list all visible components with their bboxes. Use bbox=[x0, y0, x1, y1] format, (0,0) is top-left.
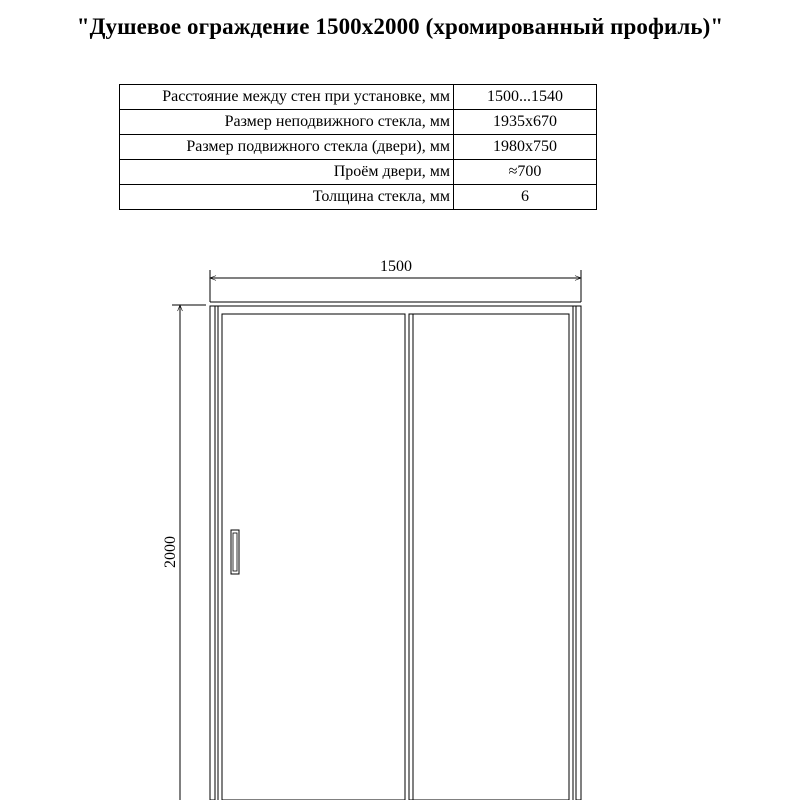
width-dimension bbox=[210, 258, 581, 302]
spec-value-fixed-glass: 1935х670 bbox=[454, 110, 597, 135]
enclosure-frame bbox=[210, 302, 581, 800]
spec-value-door-opening: ≈700 bbox=[454, 160, 597, 185]
spec-param-door-opening: Проём двери, мм bbox=[120, 160, 454, 185]
spec-param-movable-glass: Размер подвижного стекла (двери), мм bbox=[120, 135, 454, 160]
height-dimension bbox=[162, 305, 206, 800]
door-glass-outline bbox=[222, 314, 405, 800]
spec-param-wall-distance: Расстояние между стен при установке, мм bbox=[120, 85, 454, 110]
page-title: "Душевое ограждение 1500х2000 (хромированный профиль)" bbox=[76, 14, 724, 39]
fixed-glass-panel bbox=[409, 314, 569, 800]
spec-value-glass-thickness: 6 bbox=[454, 185, 597, 210]
width-label: 1500 bbox=[380, 258, 412, 275]
right-wall-profile bbox=[576, 306, 581, 800]
door-handle bbox=[231, 530, 239, 574]
fixed-glass-outline bbox=[409, 314, 569, 800]
door-handle-inner bbox=[233, 533, 237, 571]
spec-param-fixed-glass: Размер неподвижного стекла, мм bbox=[120, 110, 454, 135]
left-wall-profile bbox=[210, 306, 215, 800]
spec-value-wall-distance: 1500...1540 bbox=[454, 85, 597, 110]
spec-param-glass-thickness: Толщина стекла, мм bbox=[120, 185, 454, 210]
height-label: 2000 bbox=[162, 536, 179, 568]
movable-glass-door bbox=[222, 314, 405, 800]
spec-value-movable-glass: 1980х750 bbox=[454, 135, 597, 160]
